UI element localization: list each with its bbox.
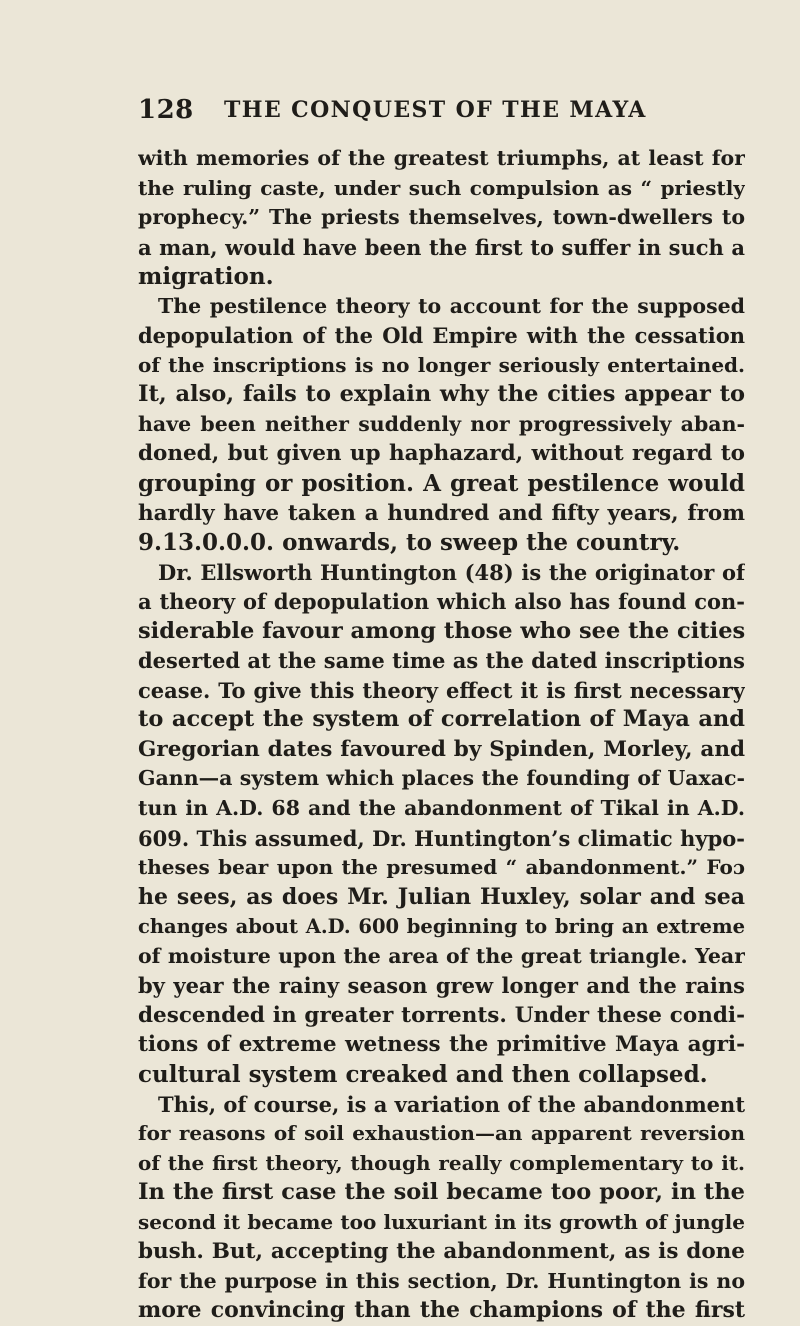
- text-line: cease. To give this theory effect it is first necessary: [138, 677, 745, 703]
- text-line: changes about A.D. 600 beginning to bring an extreme: [138, 915, 745, 939]
- text-line: of moisture upon the area of the great triangle. Year: [138, 943, 745, 968]
- text-line: grouping or position. A great pestilence would: [138, 470, 745, 498]
- text-line: deserted at the same time as the dated inscriptions: [138, 648, 745, 674]
- text-line: The pestilence theory to account for the supposed: [158, 293, 745, 318]
- text-line: have been neither suddenly nor progressively aban-: [138, 411, 745, 436]
- text-line: descended in greater torrents. Under these condi-: [138, 1002, 745, 1028]
- page-number: 128: [138, 95, 194, 125]
- text-line: This, of course, is a variation of the abandonment: [158, 1091, 745, 1117]
- text-line: theses bear upon the presumed “ abandonment.” Foɔ: [138, 855, 745, 880]
- text-line: the ruling caste, under such compulsion as “ priestly: [138, 175, 745, 200]
- text-line: 609. This assumed, Dr. Huntington’s climatic hypo-: [138, 825, 745, 851]
- text-line: by year the rainy season grew longer and the rains: [138, 973, 745, 999]
- text-line: Gregorian dates favoured by Spinden, Morley, and: [138, 736, 745, 762]
- page-header: [138, 95, 663, 129]
- text-line: Gann—a system which places the founding of Uaxac-: [138, 766, 745, 791]
- text-line: a theory of depopulation which also has found con-: [138, 589, 745, 615]
- text-line: tun in A.D. 68 and the abandonment of Tikal in A.D.: [138, 796, 745, 821]
- text-line: he sees, as does Mr. Julian Huxley, solar and sea: [138, 883, 745, 910]
- text-line: It, also, fails to explain why the cities appear to: [138, 381, 745, 408]
- text-line: doned, but given up haphazard, without regard to: [138, 441, 745, 467]
- text-line: for reasons of soil exhaustion—an apparent reversion: [138, 1121, 745, 1146]
- text-line: bush. But, accepting the abandonment, as is done: [138, 1239, 745, 1265]
- text-line: with memories of the greatest triumphs, at least for: [138, 146, 745, 170]
- text-line: for the purpose in this section, Dr. Huntington is no: [138, 1268, 745, 1293]
- text-line: prophecy.” The priests themselves, town-dwellers to: [138, 205, 745, 230]
- text-line: second it became too luxuriant in its growth of jungle: [138, 1209, 745, 1234]
- text-line: cultural system creaked and then collapsed.: [138, 1060, 708, 1088]
- text-line: In the first case the soil became too poor, in the: [138, 1179, 745, 1206]
- text-line: of the inscriptions is no longer seriously entertained.: [138, 352, 745, 377]
- text-line: to accept the system of correlation of Maya and: [138, 706, 745, 733]
- text-line: Dr. Ellsworth Huntington (48) is the originator of: [158, 559, 745, 585]
- text-line: more convincing than the champions of the first: [138, 1297, 745, 1324]
- text-line: migration.: [138, 263, 274, 291]
- running-head: THE CONQUEST OF THE MAYA: [224, 97, 647, 123]
- text-line: depopulation of the Old Empire with the cessation: [138, 323, 745, 349]
- text-line: tions of extreme wetness the primitive Maya agri-: [138, 1032, 745, 1058]
- text-line: 9.13.0.0.0. onwards, to sweep the country.: [138, 529, 681, 557]
- text-line: a man, would have been the first to suffer in such a: [138, 234, 745, 260]
- body-text: [138, 144, 745, 1326]
- text-line: siderable favour among those who see the cities: [138, 617, 745, 644]
- text-line: of the first theory, though really complementary to it.: [138, 1150, 745, 1175]
- text-line: hardly have taken a hundred and fifty years, from: [138, 500, 745, 526]
